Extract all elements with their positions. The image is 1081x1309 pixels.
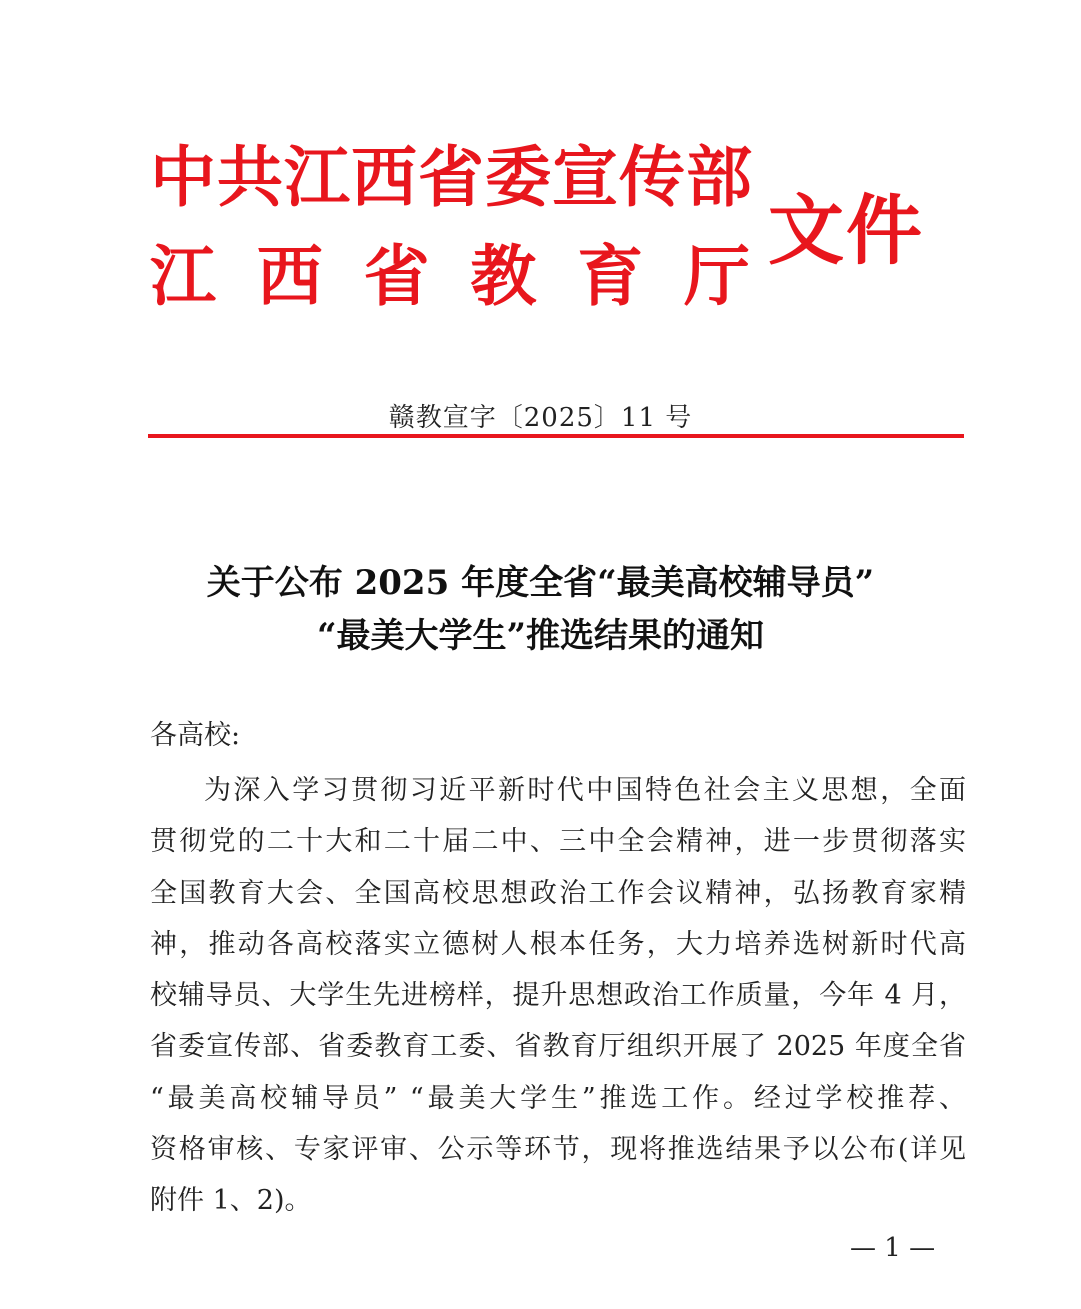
body-line: 省委宣传部、省委教育工委、省教育厅组织开展了 2025 年度全省 [150,1031,966,1063]
org2-char: 省 [363,238,430,315]
org2-char: 西 [256,238,323,315]
org2-char: 江 [150,238,216,315]
body-line: 资格审核、专家评审、公示等环节，现将推选结果予以公布(详见 [150,1134,966,1166]
salutation: 各高校: [150,720,241,751]
body-line: 附件 1、2)。 [150,1185,312,1217]
page-number: — 1 — [850,1233,936,1263]
body-line: 贯彻党的二十大和二十届二中、三中全会精神，进一步贯彻落实 [150,826,966,858]
org2-char: 育 [577,238,644,315]
body-line: 校辅导员、大学生先进榜样，提升思想政治工作质量，今年 4 月， [150,980,966,1012]
document-number: 赣教宣字〔2025〕11 号 [388,403,693,433]
issuing-organization-2 [150,238,750,315]
body-paragraph [150,765,966,1227]
document-title-line-2: “最美大学生”推选结果的通知 [316,616,765,656]
document-type-label: 文件 [768,186,924,275]
body-line: 为深入学习贯彻习近平新时代中国特色社会主义思想，全面 [204,775,966,806]
body-line: 神，推动各高校落实立德树人根本任务，大力培养选树新时代高 [150,928,966,960]
document-title-line-1: 关于公布 2025 年度全省“最美高校辅导员” [206,563,875,603]
issuing-organization-1: 中共江西省委宣传部 [150,139,753,216]
org2-char: 教 [470,238,537,315]
red-header-rule [148,434,964,438]
org2-char: 厅 [683,238,750,315]
body-line: 全国教育大会、全国高校思想政治工作会议精神，弘扬教育家精 [150,877,966,909]
body-line: “最美高校辅导员” “最美大学生”推选工作。经过学校推荐、 [150,1082,966,1114]
